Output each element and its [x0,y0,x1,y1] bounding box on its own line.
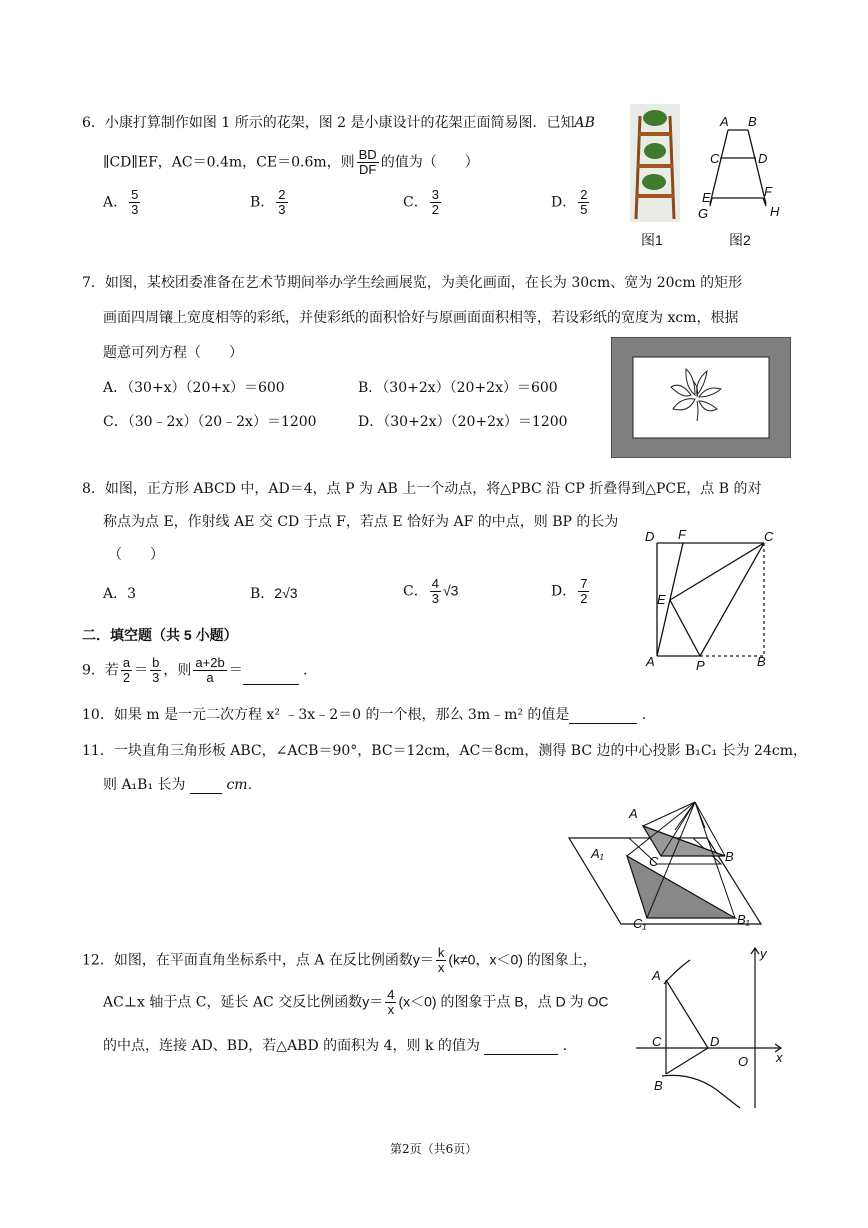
q11-line2: 则 A₁B₁ 长为 cm． [103,777,262,793]
q11-line1: 11．一块直角三角形板 ABC，∠ACB＝90°，BC＝12cm，AC＝8cm，测得 BC 边的中心投影 B₁C₁ 长为 24cm， [82,743,807,759]
q8-label-a: A [646,654,655,669]
fig2-label-f: F [764,184,772,199]
q11-label-b: B [725,849,734,864]
q6-line1: 6．小康打算制作如图 1 所示的花架，图 2 是小康设计的花架正面简易图．已知AB [82,115,595,131]
q11-label-c1: C₁ [633,916,647,930]
q11-label-a1: A₁ [591,846,604,861]
q10: 10．如果 m 是一元二次方程 x² ﹣3x﹣2＝0 的一个根，那么 3m﹣m² 的值是 ． [82,707,656,723]
q8-option-a: A．3 [103,586,137,602]
q7-option-b: B．（30+2x）（20+2x）＝600 [358,380,558,396]
q10-answer-blank [569,709,637,724]
page-footer: 第2页（共6页） [390,1142,478,1156]
fig2-label-e: E [702,190,711,205]
q11-answer-blank [190,779,222,794]
q8-line1: 8．如图，正方形 ABCD 中，AD＝4，点 P 为 AB 上一个动点，将△PBC 沿 CP 折叠得到△PCE，点 B 的对 [82,481,762,497]
q9-answer-blank [243,670,299,685]
q11-label-a: A [629,806,638,821]
q12-answer-blank [484,1040,558,1055]
q12-line2: AC⊥x 轴于点 C，延长 AC 交反比例函数y＝ $\frac{4}{x}$ (x＜0) 的图象于点 B，点 D 为 OC [103,987,609,1017]
q12-label-y: y [760,946,767,961]
fig2-label-c: C [710,151,720,166]
q6-option-c: C． $\frac{3}{2}$ [403,187,439,217]
section-fill-in-blank-heading: 二．填空题（共 5 小题） [82,627,238,643]
q8-line3: （ ） [108,547,164,563]
q7-figure-framed-picture [611,337,791,458]
q8-label-e: E [657,592,666,607]
q7-line1: 7．如图，某校团委准备在艺术节期间举办学生绘画展览，为美化画面，在长为 30cm、宽为 20cm 的矩形 [82,275,743,291]
q6-figure2-trapezoid [690,112,790,224]
fig2-label-h: H [770,204,780,219]
q7-option-c: C．（30﹣2x）（20﹣2x）＝1200 [103,414,317,430]
fig2-label-a: A [720,114,729,129]
q6-ratio: $\frac{BD}{DF}$ [358,147,377,177]
q6-figure2-caption: 图2 [729,232,751,248]
q7-option-a: A．（30+x）（20+x）＝600 [103,380,285,396]
fig2-label-d: D [758,151,768,166]
q12-line3: 的中点，连接 AD、BD，若△ABD 的面积为 4，则 k 的值为 ． [103,1038,577,1054]
q6-option-d: D． $\frac{2}{5}$ [551,187,588,217]
q12-label-a: A [652,968,661,983]
q8-option-b: B．2√3 [250,585,298,602]
q8-label-b: B [757,654,766,669]
q12-label-o: O [738,1054,749,1069]
fig2-label-g: G [698,206,709,221]
q12-line1: 12．如图，在平面直角坐标系中，点 A 在反比例函数y＝ $\frac{k}{x}$ (k≠0，x＜0) 的图象上， [82,945,597,975]
q6-option-a: A． $\frac{5}{3}$ [103,187,139,217]
q12-label-d: D [710,1034,720,1049]
fig2-label-b: B [748,114,757,129]
q8-label-c: C [764,529,774,544]
q7-line3: 题意可列方程（ ） [103,345,243,361]
q6-line2: ∥CD∥EF，AC＝0.4m，CE＝0.6m，则 $\frac{BD}{DF}$ 的值为（ ） [103,147,479,177]
q6-figure1-caption: 图1 [641,232,663,248]
q9: 9．若 $\frac{a}{2}$ ＝ $\frac{b}{3}$ ，则 $\frac{a+2b}{a}$ ＝ ． [82,655,318,685]
q8-figure-square-fold [640,526,780,672]
q11-label-b1: B₁ [737,912,750,927]
q12-label-x: x [776,1050,783,1065]
q6-option-b: B． $\frac{2}{3}$ [250,187,286,217]
q7-line2: 画面四周镶上宽度相等的彩纸，并使彩纸的面积恰好与原画面面积相等，若设彩纸的宽度为 xcm，根据 [103,310,739,326]
q8-label-p: P [696,658,705,672]
q8-line2: 称点为点 E，作射线 AE 交 CD 于点 F，若点 E 恰好为 AF 的中点，则 BP 的长为 [103,514,619,530]
q12-label-b: B [654,1078,663,1093]
q7-option-d: D．（30+2x）（20+2x）＝1200 [358,414,568,430]
q8-label-d: D [645,529,655,544]
q12-label-c: C [652,1034,662,1049]
q12-figure-coordinate-plane [636,944,786,1112]
q8-option-c: C． $\frac{4}{3}$ √3 [403,576,459,606]
q8-option-d: D． $\frac{7}{2}$ [551,576,588,606]
q11-figure-central-projection [565,800,767,930]
q11-label-c: C [649,854,659,869]
q8-label-f: F [678,527,686,542]
q6-figure1-flower-stand [630,104,680,222]
